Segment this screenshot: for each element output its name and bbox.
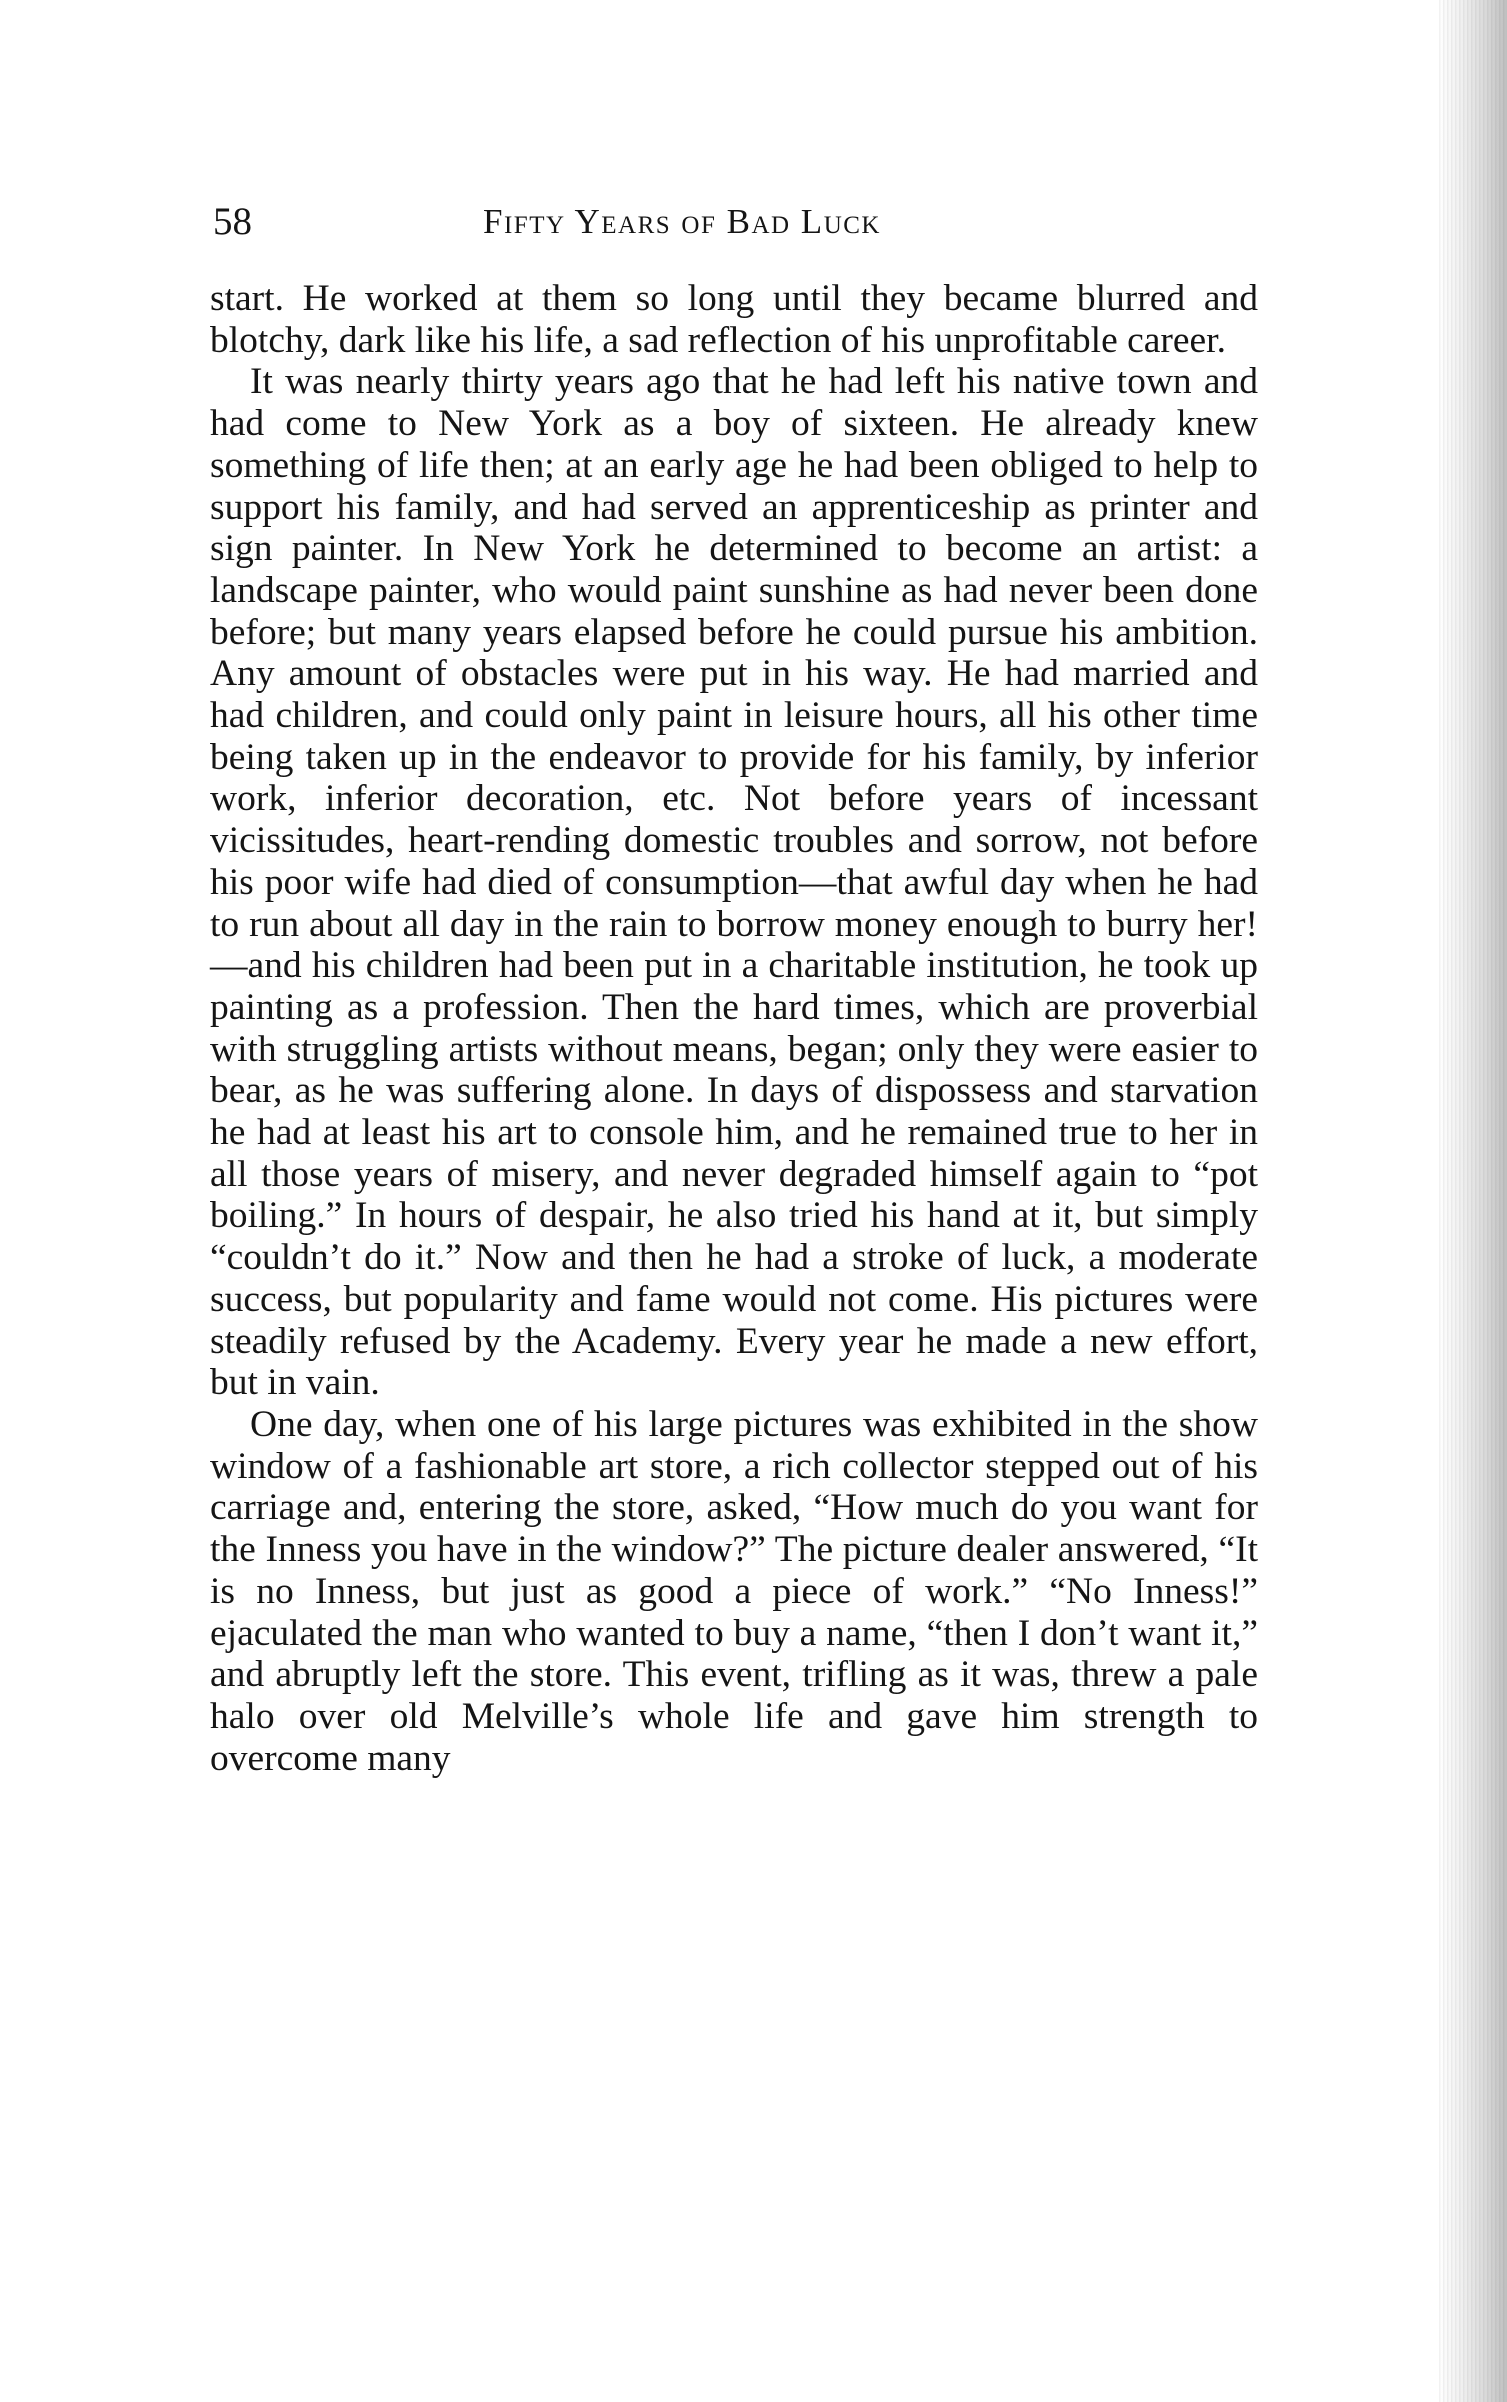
- page-edge-shadow: [1439, 0, 1507, 2402]
- page-number: 58: [213, 200, 252, 243]
- paragraph: It was nearly thirty years ago that he had left his native town and had come to New York as a boy of sixteen. He already knew something of life then; at an early age he had been obliged to help to support his family, and had served an apprenticeship as printer and sign painter. In New York he determined to become an artist: a landscape painter, who would paint sunshine as had never been done before; but many years elapsed before he could pursue his ambition. Any amount of obstacles were put in his way. He had married and had children, and could only paint in leisure hours, all his other time being taken up in the endeavor to provide for his family, by inferior work, inferior decoration, etc. Not before years of incessant vicissitudes, heart-rending domestic troubles and sorrow, not before his poor wife had died of consumption—that awful day when he had to run about all day in the rain to borrow money enough to burry her! —and his children had been put in a charitable institution, he took up painting as a profession. Then the hard times, which are proverbial with struggling artists without means, began; only they were easier to bear, as he was suffering alone. In days of dispossess and starvation he had at least his art to console him, and he remained true to her in all those years of misery, and never degraded himself again to “pot boiling.” In hours of despair, he also tried his hand at it, but simply “couldn’t do it.” Now and then he had a stroke of luck, a moderate success, but popularity and fame would not come. His pictures were steadily refused by the Academy. Every year he made a new effort, but in vain.: [210, 361, 1258, 1404]
- paragraph: One day, when one of his large pictures was exhibited in the show window of a fashionable art store, a rich collector stepped out of his carriage and, entering the store, asked, “How much do you want for the Inness you have in the window?” The picture dealer answered, “It is no Inness, but just as good a piece of work.” “No Inness!” ejaculated the man who wanted to buy a name, “then I don’t want it,” and abruptly left the store. This event, trifling as it was, threw a pale halo over old Melville’s whole life and gave him strength to overcome many: [210, 1403, 1258, 1779]
- running-head: [213, 197, 1258, 247]
- running-title: Fifty Years of Bad Luck: [483, 202, 881, 241]
- body-text: [210, 278, 1258, 1779]
- paragraph-continued: start. He worked at them so long until they became blurred and blotchy, dark like his life, a sad reflection of his unprofitable career.: [210, 278, 1258, 361]
